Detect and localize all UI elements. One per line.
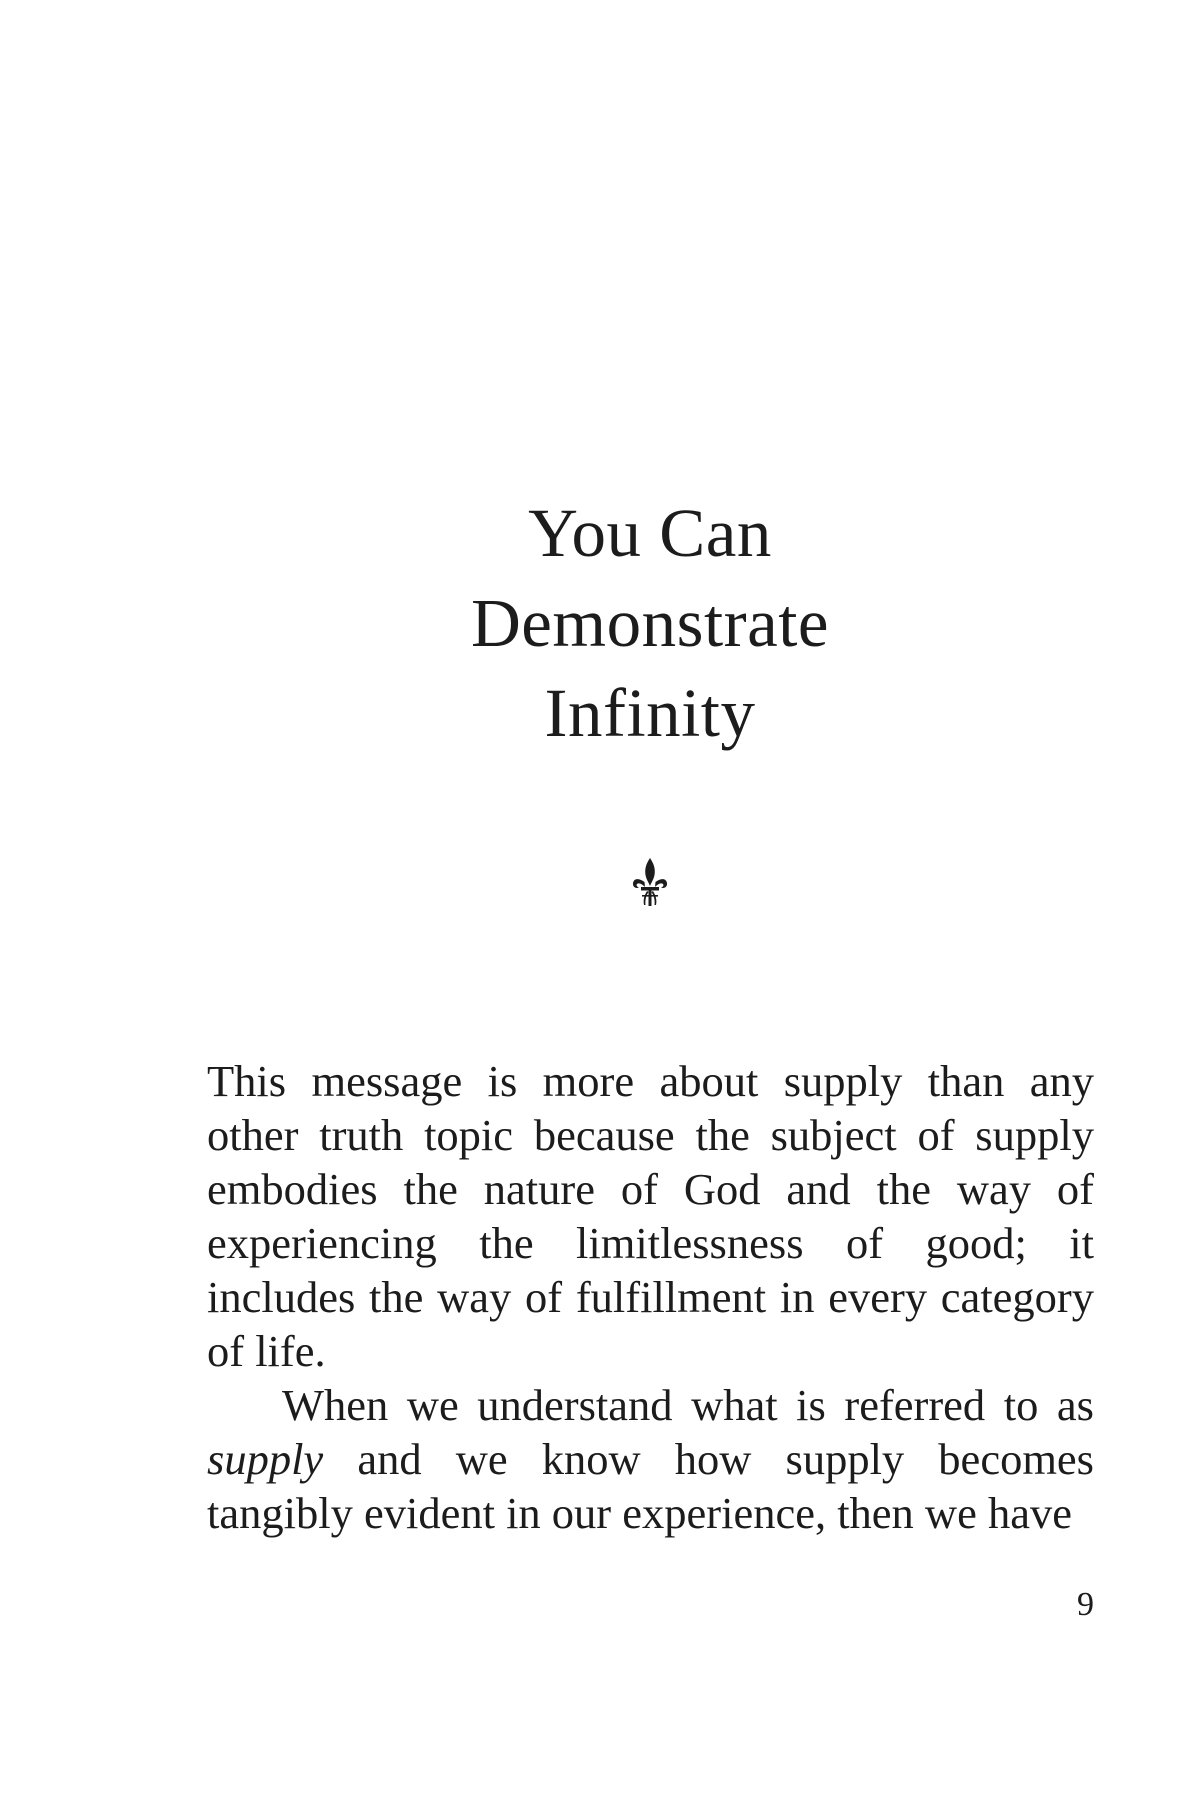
paragraph: This message is more about supply than any other truth topic because the subject of supply embodies the nature of God and the way of experiencing the limitlessness of good; it includes the way of fulfillment in every category of life. — [207, 1056, 1094, 1376]
chapter-title-line-3: Infinity — [544, 675, 756, 751]
body-text — [207, 1054, 1094, 1540]
emphasized-term: supply — [207, 1434, 324, 1484]
fleur-de-lis-icon — [631, 856, 669, 910]
paragraph-text: When we understand what is referred to as — [282, 1380, 1094, 1430]
paragraph — [207, 1378, 1094, 1540]
chapter-title — [0, 488, 1200, 758]
paragraph-text: and we know how supply becomes tangibly evident in our experience, then we have — [207, 1434, 1094, 1538]
chapter-title-line-2: Demonstrate — [470, 585, 830, 661]
page-number: 9 — [1077, 1586, 1094, 1623]
chapter-title-line-1: You Can — [528, 495, 772, 571]
